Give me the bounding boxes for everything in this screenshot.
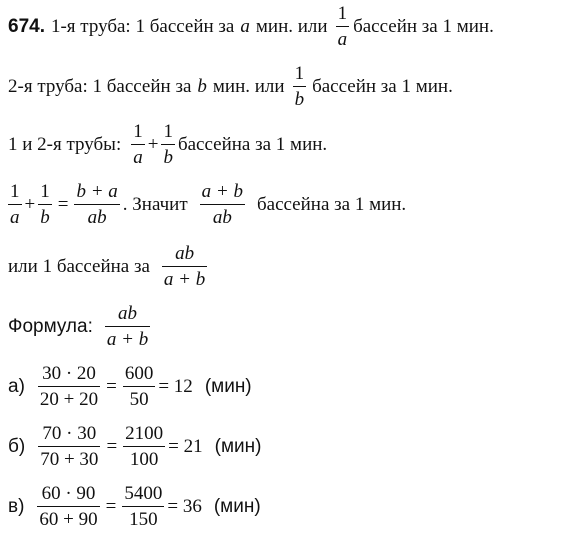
line4-fraction-4 — [200, 182, 245, 227]
item-c-fraction-1 — [37, 484, 99, 529]
item-c-unit: (мин) — [213, 495, 261, 517]
item-b-result: = 21 — [168, 435, 203, 457]
line5-fraction-num: ab — [175, 243, 195, 264]
line3-fraction-1-num: 1 — [133, 121, 143, 142]
line2-pre: 2-я труба: 1 бассейн за — [8, 75, 192, 97]
line5-fraction — [162, 244, 207, 289]
line2-mid: мин. или — [212, 75, 285, 97]
line4-fraction-2-den: b — [40, 207, 50, 228]
line4-fraction-4-num: a + b — [201, 181, 243, 202]
line-formula — [8, 304, 153, 349]
line1-var: a — [240, 15, 250, 37]
line1-fraction-num: 1 — [337, 3, 348, 24]
line-pipe-2 — [8, 64, 453, 109]
item-a-fraction-2-num: 600 — [124, 363, 154, 384]
line4-post: бассейна за 1 мин. — [256, 193, 407, 215]
item-b-fraction-2 — [123, 424, 165, 469]
line1-fraction — [336, 4, 350, 49]
item-b — [8, 424, 261, 469]
item-a-fraction-1 — [38, 364, 100, 409]
line1-mid: мин. или — [255, 15, 328, 37]
line1-fraction-den: a — [337, 29, 348, 50]
line-pipe-1 — [8, 4, 494, 49]
item-b-fraction-1-den: 70 + 30 — [40, 449, 99, 470]
line4-fraction-3-den: ab — [87, 207, 107, 228]
line2-var: b — [197, 75, 207, 97]
item-a-unit: (мин) — [204, 375, 252, 397]
line4-fraction-3-num: b + a — [76, 181, 118, 202]
item-a-label: а) — [8, 375, 25, 397]
item-c-fraction-2-num: 5400 — [124, 483, 163, 504]
line4-mid: . Значит — [122, 193, 188, 215]
line3-fraction-2-den: b — [163, 147, 173, 168]
item-a-fraction-2 — [123, 364, 156, 409]
line3-fraction-2 — [161, 122, 175, 167]
item-b-fraction-2-num: 2100 — [125, 423, 164, 444]
line-sum — [8, 182, 406, 227]
item-b-label: б) — [8, 435, 26, 457]
item-b-fraction-1 — [38, 424, 100, 469]
line-both-pipes — [8, 122, 327, 167]
item-a-result: = 12 — [158, 375, 193, 397]
line2-fraction-den: b — [294, 89, 305, 110]
line3-op: + — [147, 133, 159, 155]
line4-fraction-1-den: a — [10, 207, 20, 228]
line5-pre: или 1 бассейна за — [8, 255, 150, 277]
item-a-fraction-1-num: 30 · 20 — [42, 363, 96, 384]
line4-fraction-3 — [74, 182, 119, 227]
item-c-fraction-2-den: 150 — [129, 509, 158, 530]
line3-post: бассейна за 1 мин. — [177, 133, 328, 155]
item-a-eq: = — [106, 375, 117, 397]
line3-fraction-1-den: a — [133, 147, 143, 168]
problem-number: 674. — [8, 15, 45, 37]
item-c — [8, 484, 261, 529]
item-c-eq: = — [105, 495, 117, 517]
line2-post: бассейн за 1 мин. — [312, 75, 453, 97]
line4-op: + — [24, 193, 36, 215]
line3-pre: 1 и 2-я трубы: — [8, 133, 122, 155]
line4-fraction-2 — [38, 182, 52, 227]
line5-fraction-den: a + b — [163, 269, 206, 290]
line4-fraction-1 — [8, 182, 22, 227]
item-a — [8, 364, 252, 409]
line1-post: бассейн за 1 мин. — [353, 15, 494, 37]
line3-fraction-1 — [131, 122, 145, 167]
item-b-unit: (мин) — [214, 435, 262, 457]
item-b-fraction-2-den: 100 — [129, 449, 159, 470]
line6-pre: Формула: — [8, 315, 93, 337]
line3-fraction-2-num: 1 — [163, 121, 173, 142]
line1-pre: 1-я труба: 1 бассейн за — [50, 15, 235, 37]
item-a-fraction-1-den: 20 + 20 — [39, 389, 99, 410]
item-c-result: = 36 — [167, 495, 202, 517]
line2-fraction — [293, 64, 307, 109]
line4-fraction-2-num: 1 — [40, 181, 50, 202]
item-c-fraction-1-den: 60 + 90 — [39, 509, 98, 530]
line4-fraction-1-num: 1 — [10, 181, 20, 202]
line-one-pool — [8, 244, 210, 289]
line6-fraction-num: ab — [118, 303, 138, 324]
line2-fraction-num: 1 — [294, 63, 305, 84]
item-c-label: в) — [8, 495, 25, 517]
item-c-fraction-1-num: 60 · 90 — [41, 483, 96, 504]
line4-eq: = — [57, 193, 69, 215]
line6-fraction — [105, 304, 150, 349]
item-c-fraction-2 — [122, 484, 164, 529]
item-b-eq: = — [106, 435, 118, 457]
line4-fraction-4-den: ab — [212, 207, 232, 228]
line6-fraction-den: a + b — [106, 329, 149, 350]
item-a-fraction-2-den: 50 — [129, 389, 149, 410]
item-b-fraction-1-num: 70 · 30 — [42, 423, 97, 444]
